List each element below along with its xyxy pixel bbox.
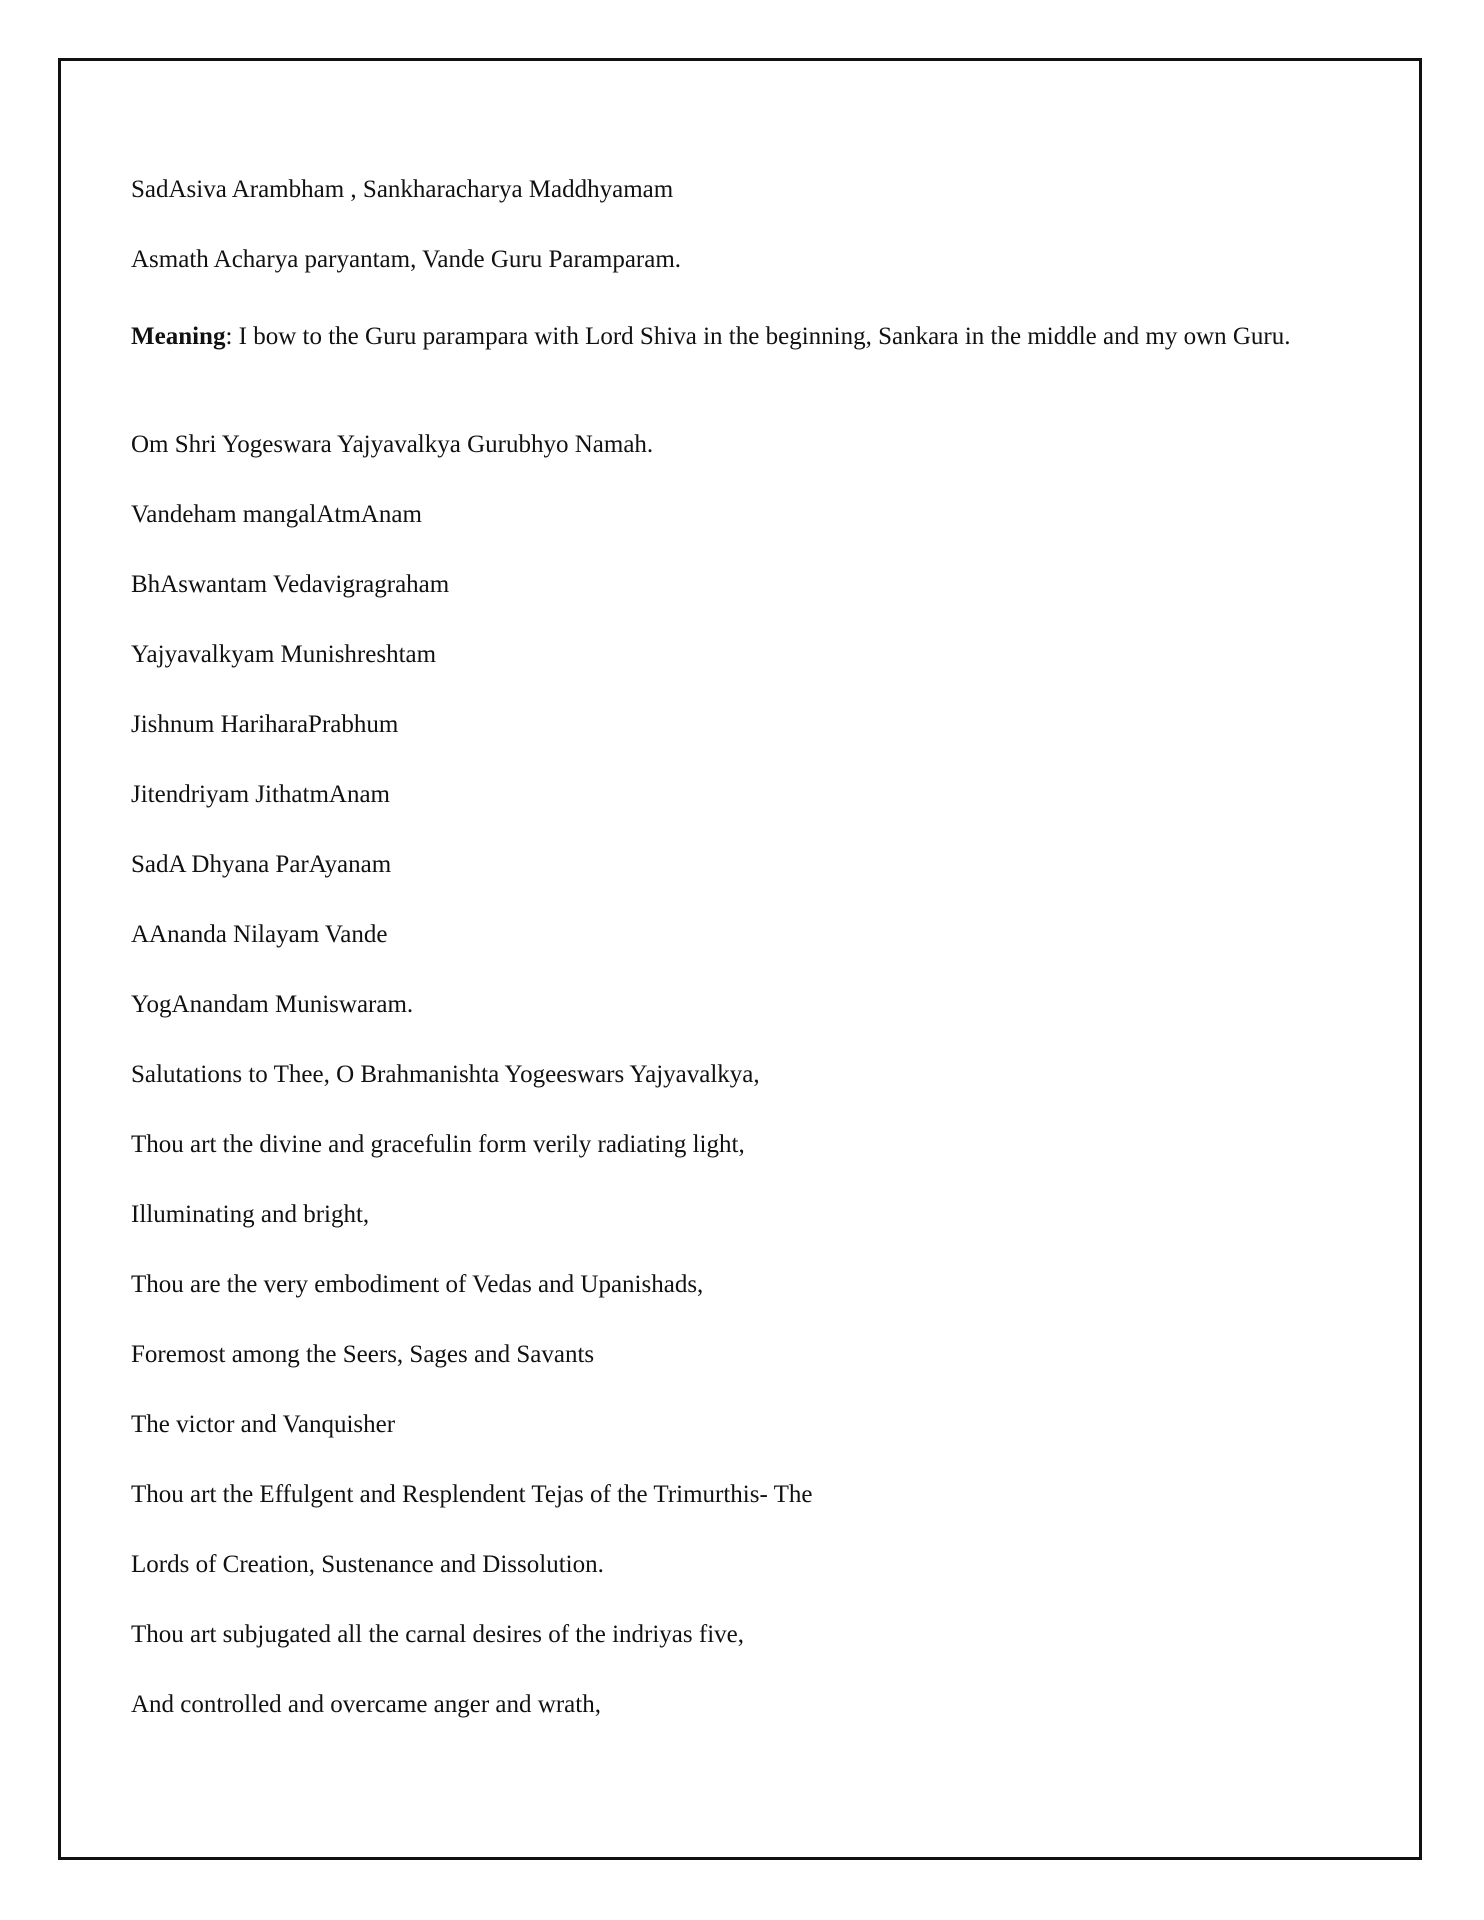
meaning-paragraph	[131, 314, 1331, 360]
translation-line-5: Foremost among the Seers, Sages and Savants	[131, 1341, 595, 1368]
translation-line-4: Thou are the very embodiment of Vedas and Upanishads,	[131, 1271, 704, 1298]
translation-line-3: Illuminating and bright,	[131, 1201, 370, 1228]
shloka-line-4: Jishnum HariharaPrabhum	[131, 711, 399, 738]
verse-line-1: SadAsiva Arambham , Sankharacharya Maddhyamam	[131, 176, 674, 203]
translation-line-1: Salutations to Thee, O Brahmanishta Yogeeswars Yajyavalkya,	[131, 1061, 760, 1088]
shloka-line-8: YogAnandam Muniswaram.	[131, 991, 414, 1018]
shloka-line-1: Vandeham mangalAtmAnam	[131, 501, 422, 528]
translation-line-2: Thou art the divine and gracefulin form verily radiating light,	[131, 1131, 745, 1158]
translation-line-7: Thou art the Effulgent and Resplendent Tejas of the Trimurthis- The	[131, 1481, 813, 1508]
meaning-label: Meaning	[131, 323, 226, 350]
verse-line-2: Asmath Acharya paryantam, Vande Guru Paramparam.	[131, 246, 682, 273]
translation-line-6: The victor and Vanquisher	[131, 1411, 396, 1438]
shloka-line-5: Jitendriyam JithatmAnam	[131, 781, 390, 808]
shloka-line-6: SadA Dhyana ParAyanam	[131, 851, 392, 878]
shloka-line-3: Yajyavalkyam Munishreshtam	[131, 641, 437, 668]
shloka-line-2: BhAswantam Vedavigragraham	[131, 571, 450, 598]
translation-line-9: Thou art subjugated all the carnal desires of the indriyas five,	[131, 1621, 744, 1648]
translation-line-8: Lords of Creation, Sustenance and Dissolution.	[131, 1551, 604, 1578]
meaning-text: : I bow to the Guru parampara with Lord Shiva in the beginning, Sankara in the middle and my own Guru.	[225, 323, 1291, 350]
translation-line-10: And controlled and overcame anger and wrath,	[131, 1691, 601, 1718]
shloka-line-7: AAnanda Nilayam Vande	[131, 921, 388, 948]
invocation-line: Om Shri Yogeswara Yajyavalkya Gurubhyo Namah.	[131, 431, 654, 458]
